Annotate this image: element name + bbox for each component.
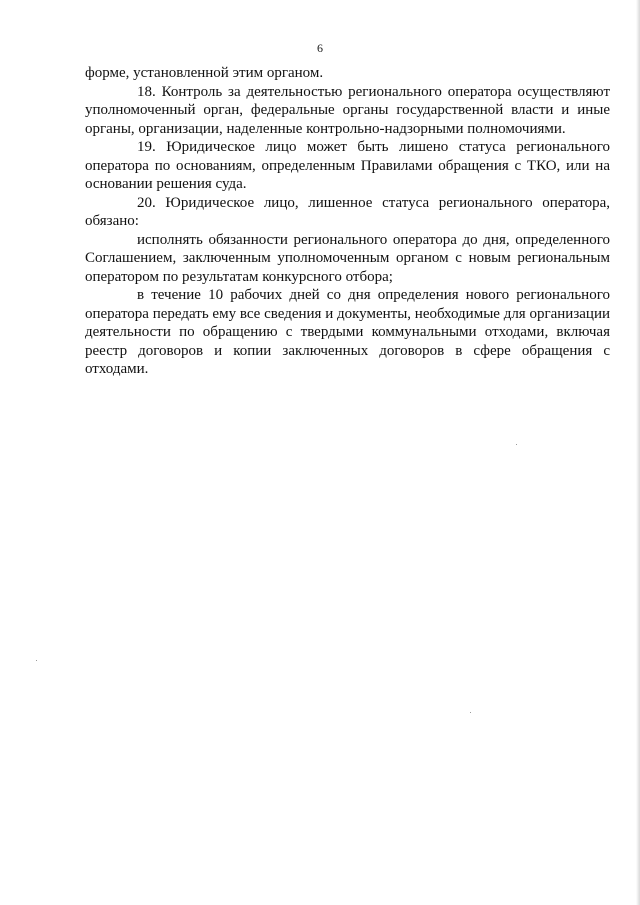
page-number: 6 xyxy=(317,41,323,55)
paragraph-20: 20. Юридическое лицо, лишенное статуса регионального оператора, обязано: xyxy=(85,194,610,229)
paragraph-20-item-1: исполнять обязанности регионального оператора до дня, определенного Соглашением, заключенным уполномоченным органом с новым региональным оператором по результатам конкурсного отбора; xyxy=(85,231,610,285)
scan-edge-shadow xyxy=(636,0,640,905)
paragraph-18: 18. Контроль за деятельностью регионального оператора осуществляют уполномоченный орган, федеральные органы государственной власти и иные органы, организации, наделенные контрольно-надзорными полномочиями. xyxy=(85,83,610,137)
paragraph-19: 19. Юридическое лицо может быть лишено статуса регионального оператора по основаниям, определенным Правилами обращения с ТКО, или на основании решения суда. xyxy=(85,139,610,192)
paragraph-continuation: форме, установленной этим органом. xyxy=(85,65,324,81)
paragraph-20-item-2: в течение 10 рабочих дней со дня определения нового регионального оператора передать ему все сведения и документы, необходимые для организации деятельности по обращению с твердыми коммунальными отходами, включая реестр договоров и копии заключенных договоров в сфере обращения с отходами. xyxy=(85,287,610,377)
scan-speck xyxy=(516,444,517,445)
document-body xyxy=(85,64,610,379)
scan-speck xyxy=(36,660,37,661)
scan-speck xyxy=(470,712,471,713)
